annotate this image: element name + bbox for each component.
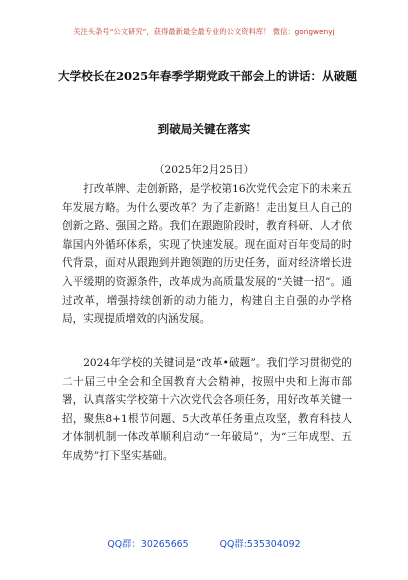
header-banner: 关注头条号“公文研究”，获得最新最全最专业的公文资料库！ 微信：gongwenyj <box>73 27 335 36</box>
document-date: （2025年2月25日） <box>153 164 255 176</box>
footer-qq-groups <box>0 536 408 550</box>
footer-qq-group-1: QQ群：30265665 <box>107 539 189 550</box>
footer-qq-group-2: QQ群:535304092 <box>219 539 301 550</box>
document-title-line-1: 大学校长在2025年春季学期党政干部会上的讲话：从破题 <box>58 69 357 83</box>
body-paragraph-2: 2024年学校的关键词是“改革•破题”。我们学习贯彻党的二十届三中全会和全国教育大会精神，按照中央和上海市部署，认真落实学校第十六次党代会各项任务，用好改革关键一招，聚焦8+1根节问题、5大改革任务重点攻坚，教育科技人才体制机制一体改革顺利启动“一年破局”，为“三年成型、五年成势”打下坚实基础。 <box>62 357 352 462</box>
document-title-line-2: 到破局关键在落实 <box>157 122 251 136</box>
body-paragraph-1: 打改革牌、走创新路，是学校第16次党代会定下的未来五年发展方略。为什么要改革？为了走新路！走出复旦人自己的创新之路、强国之路。我们在跟跑阶段时，教育科研、人才依靠国内外循环体系，实现了快速发展。现在面对百年变局的时代背景，面对从跟跑到并跑领跑的历史任务，面对经济增长进入平缓期的资源条件，改革成为高质量发展的“关键一招”。通过改革，增强持续创新的动力能力，构建自主自强的办学格局，实现提质增效的内涵发展。 <box>62 183 352 326</box>
